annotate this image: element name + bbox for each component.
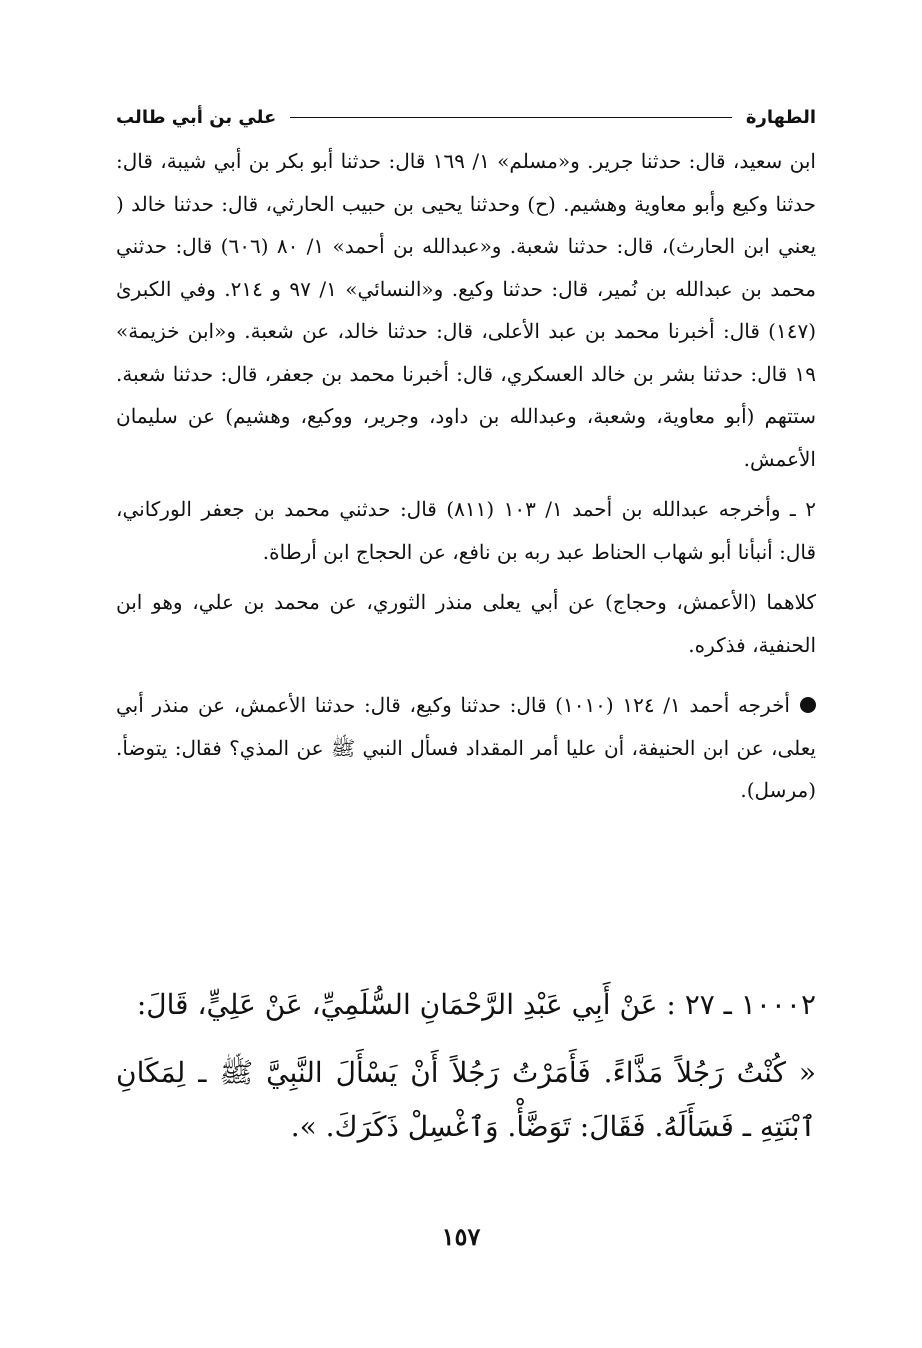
takhrij-paragraph-1: ابن سعيد، قال: حدثنا جرير. و«مسلم» ١/ ١٦٩ قال: حدثنا أبو بكر بن أبي شيبة، قال: حدثنا وكيع وأبو معاوية وهشيم. (ح) وحدثنا يحيى بن حبيب الحارثي، قال: حدثنا خالد ( يعني ابن الحارث)، قال: حدثنا شعبة. و«عبدالله بن أحمد» ١/ ٨٠ (٦٠٦) قال: حدثني محمد بن عبدالله بن نُمير، قال: حدثنا وكيع. و«النسائي» ١/ ٩٧ و ٢١٤. وفي الكبرىٰ (١٤٧) قال: أخبرنا محمد بن عبد الأعلى، قال: حدثنا خالد، عن شعبة. و«ابن خزيمة» ١٩ قال: حدثنا بشر بن خالد العسكري، قال: أخبرنا محمد بن جعفر، قال: حدثنا شعبة. ستتهم (أبو معاوية، وشعبة، وعبدالله بن داود، وجرير، ووكيع، وهشيم) عن سليمان الأعمش. [116, 149, 817, 471]
takhrij-paragraph-4-text: أخرجه أحمد ١/ ١٢٤ (١٠١٠) قال: حدثنا وكيع، قال: حدثنا الأعمش، عن منذر أبي يعلى، عن ابن الحنيفة، أن عليا أمر المقداد فسأل النبي ﷺ عن المذي؟ فقال: يتوضأ. (مرسل). [116, 693, 816, 802]
bullet-icon [800, 697, 816, 713]
chapter-title: الطهارة [745, 106, 816, 128]
takhrij-paragraph-4 [116, 684, 816, 812]
hadith-isnad: ١٠٠٠٢ ـ ٢٧ : عَنْ أَبِي عَبْدِ الرَّحْمَانِ السُّلَمِيِّ، عَنْ عَلِيٍّ، قَالَ: [136, 988, 816, 1021]
running-header [116, 100, 816, 134]
footnote-body [116, 140, 816, 812]
hadith-block [116, 978, 816, 1154]
page-number: ١٥٧ [441, 1222, 481, 1251]
header-rule [290, 117, 732, 118]
takhrij-paragraph-3: كلاهما (الأعمش، وحجاج) عن أبي يعلى منذر الثوري، عن محمد بن علي، وهو ابن الحنفية، فذكره. [116, 590, 816, 657]
section-title: علي بن أبي طالب [116, 106, 277, 128]
hadith-matn: « كُنْتُ رَجُلاً مَذَّاءً. فَأَمَرْتُ رَجُلاً أَنْ يَسْأَلَ النَّبِيَّ ﷺ ـ لِمَكَانِ ٱبْنَتِهِ ـ فَسَأَلَهُ. فَقَالَ: تَوَضَّأْ. وَٱغْسِلْ ذَكَرَكَ. ». [116, 1056, 816, 1143]
takhrij-paragraph-2: ٢ ـ وأخرجه عبدالله بن أحمد ١/ ١٠٣ (٨١١) قال: حدثني محمد بن جعفر الوركاني، قال: أنبأنا أبو شهاب الحناط عبد ربه بن نافع، عن الحجاج ابن أرطاة. [116, 497, 816, 564]
